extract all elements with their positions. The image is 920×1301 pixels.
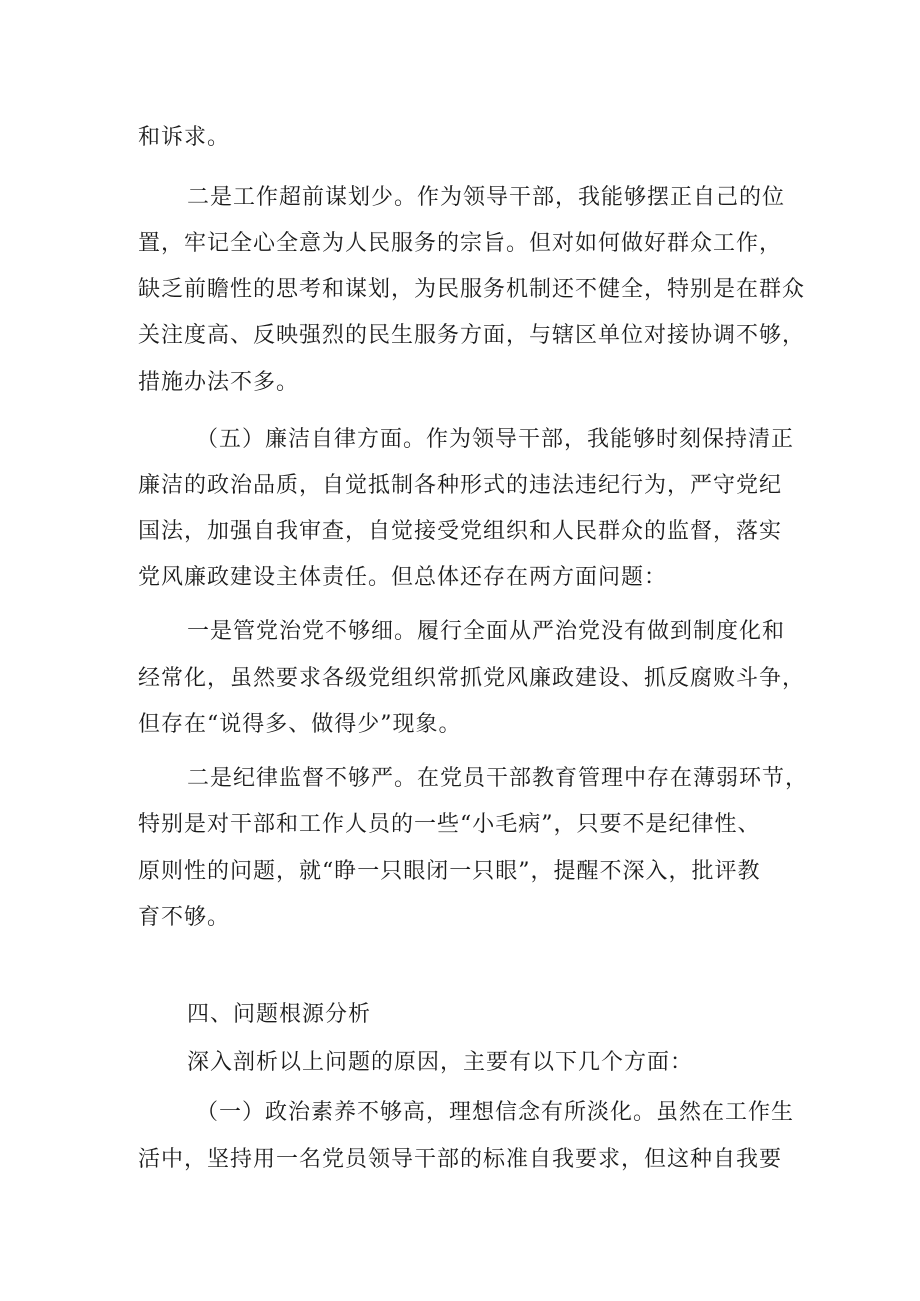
text-line: 经常化，虽然要求各级党组织常抓党风廉政建设、抓反腐败斗争，	[138, 666, 806, 691]
text-line: 一是管党治党不够细。履行全面从严治党没有做到制度化和	[187, 619, 786, 644]
text-line: 国法，加强自我审查，自觉接受党组织和人民群众的监督，落实	[138, 519, 783, 544]
text-line: 党风廉政建设主体责任。但总体还存在两方面问题：	[138, 565, 668, 590]
text-line: 和诉求。	[138, 125, 231, 150]
text-line: 特别是对干部和工作人员的一些“小毛病”，只要不是纪律性、	[138, 812, 761, 837]
text-line: 原则性的问题，就“睁一只眼闭一只眼”，提醒不深入，批评教	[138, 859, 761, 884]
text-line: 二是纪律监督不够严。在党员干部教育管理中存在薄弱环节，	[187, 766, 809, 791]
text-line: 置，牢记全心全意为人民服务的宗旨。但对如何做好群众工作，	[138, 231, 783, 256]
text-line: 廉洁的政治品质，自觉抵制各种形式的违法违纪行为，严守党纪	[138, 473, 783, 498]
text-line: 二是工作超前谋划少。作为领导干部，我能够摆正自己的位	[187, 185, 786, 210]
text-line: 关注度高、反映强烈的民生服务方面，与辖区单位对接协调不够，	[138, 323, 806, 348]
text-line: 缺乏前瞻性的思考和谋划，为民服务机制还不健全，特别是在群众	[138, 277, 806, 302]
text-line: 育不够。	[138, 905, 231, 930]
text-line: 措施办法不多。	[138, 370, 300, 395]
text-line: 活中，坚持用一名党员领导干部的标准自我要求，但这种自我要	[138, 1147, 783, 1172]
text-line: 深入剖析以上问题的原因，主要有以下几个方面：	[187, 1050, 694, 1075]
text-line: 但存在“说得多、做得少”现象。	[138, 712, 462, 737]
section-heading: （五）廉洁自律方面。作为领导干部，我能够时刻保持清正	[196, 427, 795, 452]
section-heading: （一）政治素养不够高，理想信念有所淡化。虽然在工作生	[196, 1100, 795, 1125]
section-heading: 四、问题根源分析	[187, 1002, 372, 1027]
